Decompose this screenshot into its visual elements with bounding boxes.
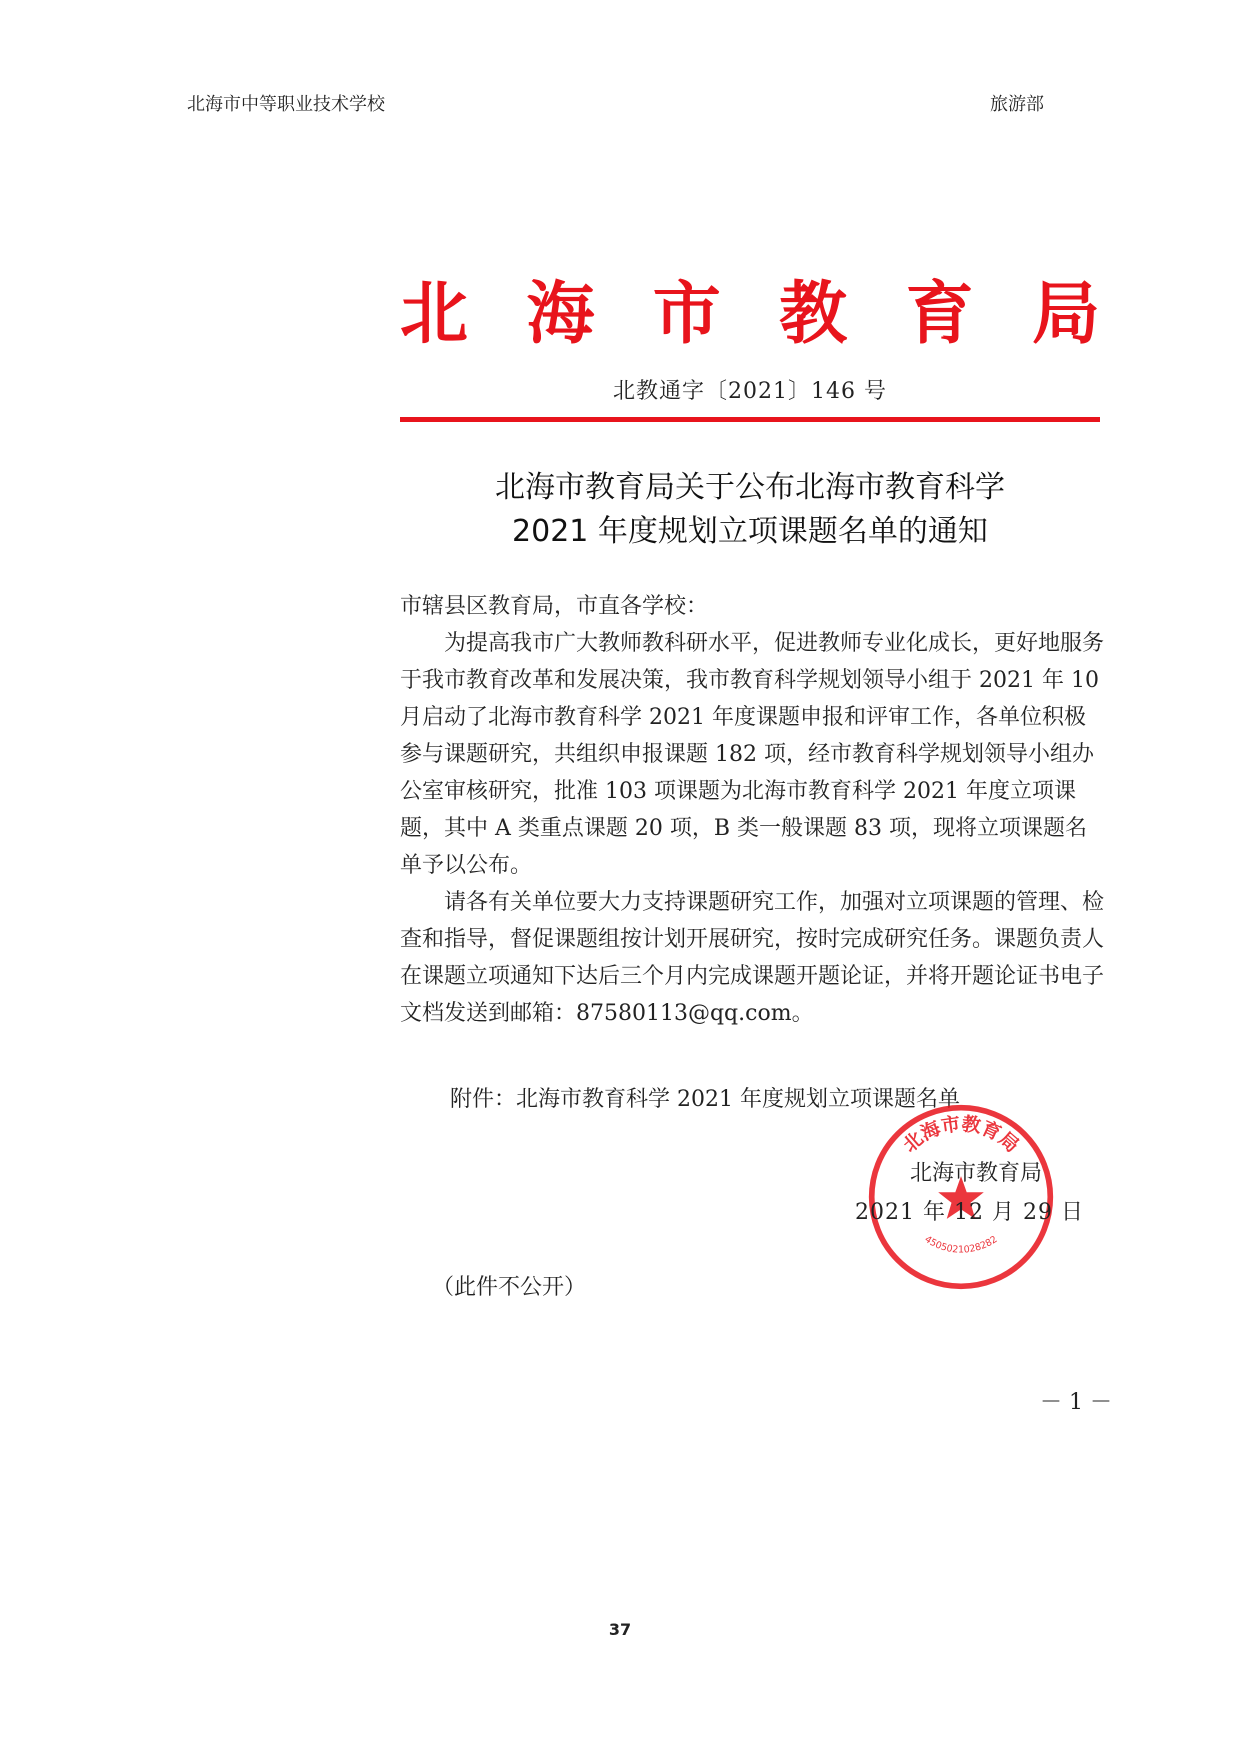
seal-number: 4505021028282	[922, 1234, 1000, 1256]
header-department: 旅游部	[990, 94, 1044, 115]
body-paragraph-2: 请各有关单位要大力支持课题研究工作，加强对立项课题的管理、检查和指导，督促课题组按计划开展研究，按时完成研究任务。课题负责人在课题立项通知下达后三个月内完成课题开题论证，并将开题论证书电子文档发送到邮箱：87580113@qq.com。	[400, 890, 1105, 1026]
page-mark: － 1 －	[1040, 1390, 1112, 1415]
masthead-char: 北	[400, 274, 469, 354]
page-number: 37	[608, 1620, 632, 1639]
masthead-char: 教	[779, 274, 848, 354]
masthead-char: 局	[1031, 274, 1100, 354]
body-paragraph-1: 为提高我市广大教师教科研水平，促进教师专业化成长，更好地服务于我市教育改革和发展决策，我市教育科学规划领导小组于 2021 年 10 月启动了北海市教育科学 2021 年度课题申报和评审工作，各单位积极参与课题研究，共组织申报课题 182 项，经市教育科学规划领导小组办公室审核研究，批准 103 项课题为北海市教育科学 2021 年度立项课题，其中 A 类重点课题 20 项，B 类一般课题 83 项，现将立项课题名单予以公布。	[400, 631, 1105, 878]
attachment-line: 附件：北海市教育科学 2021 年度规划立项课题名单	[450, 1087, 960, 1112]
header-school: 北海市中等职业技术学校	[187, 94, 385, 115]
document-title	[400, 466, 1100, 554]
title-line-2: 2021 年度规划立项课题名单的通知	[512, 514, 988, 549]
masthead-char: 市	[652, 274, 721, 354]
masthead-char: 海	[526, 274, 595, 354]
salutation: 市辖县区教育局，市直各学校：	[400, 594, 709, 619]
title-line-1: 北海市教育局关于公布北海市教育科学	[495, 470, 1005, 505]
not-public-note: （此件不公开）	[432, 1275, 587, 1300]
masthead	[400, 268, 1100, 354]
document-number: 北教通字〔2021〕146 号	[613, 379, 887, 404]
document-body	[400, 588, 1105, 1032]
seal-top-text: 北海市教育局	[899, 1112, 1023, 1157]
masthead-char: 育	[905, 274, 974, 354]
red-divider	[400, 417, 1100, 422]
signature-unit: 北海市教育局	[910, 1161, 1043, 1186]
signature-date: 2021 年 12 月 29 日	[855, 1200, 1084, 1225]
